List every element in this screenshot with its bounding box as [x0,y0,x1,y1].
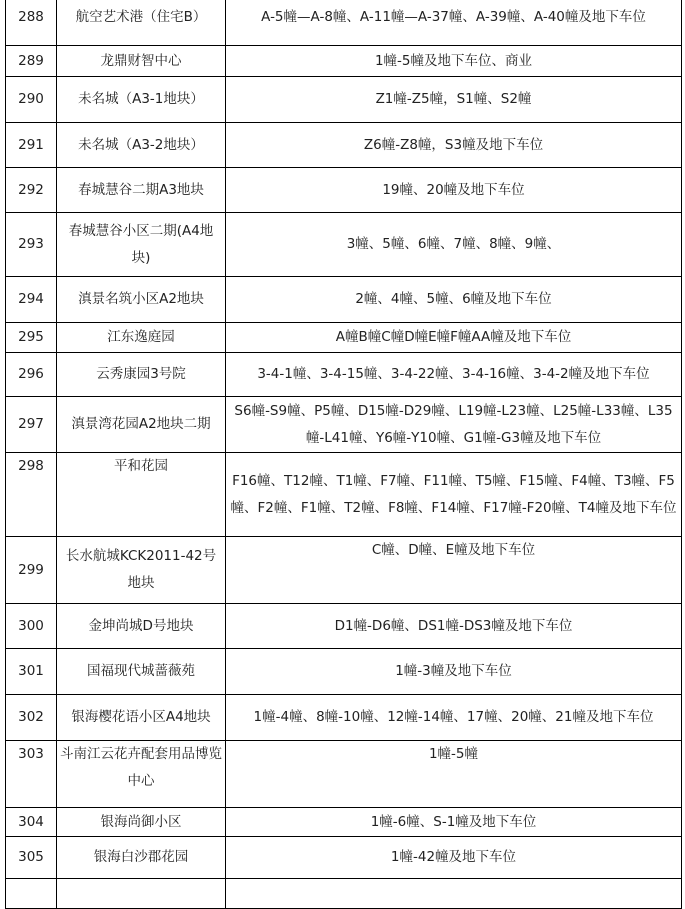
project-name: 滇景名筑小区A2地块 [57,277,226,323]
empty-cell [226,879,682,909]
building-range: C幢、D幢、E幢及地下车位 [226,537,682,604]
project-name: 未名城（A3-1地块） [57,77,226,123]
project-name: 航空艺术港（住宅B） [57,0,226,46]
building-range: 1幢-5幢 [226,741,682,808]
project-name: 未名城（A3-2地块） [57,123,226,168]
table-row [6,77,682,123]
row-number: 292 [6,168,57,213]
building-range: 3-4-1幢、3-4-15幢、3-4-22幢、3-4-16幢、3-4-2幢及地下车位 [226,353,682,397]
building-range: 1幢-4幢、8幢-10幢、12幢-14幢、17幢、20幢、21幢及地下车位 [226,695,682,741]
housing-project-table [5,0,682,909]
building-range: 19幢、20幢及地下车位 [226,168,682,213]
table-row [6,537,682,604]
row-number: 293 [6,213,57,277]
row-number: 296 [6,353,57,397]
empty-cell [6,879,57,909]
table-row [6,649,682,695]
project-name: 春城慧谷二期A3地块 [57,168,226,213]
building-range: A-5幢—A-8幢、A-11幢—A-37幢、A-39幢、A-40幢及地下车位 [226,0,682,46]
row-number: 300 [6,604,57,649]
building-range: Z6幢-Z8幢，S3幢及地下车位 [226,123,682,168]
row-number: 289 [6,46,57,77]
table-row [6,453,682,537]
row-number: 302 [6,695,57,741]
project-name: 云秀康园3号院 [57,353,226,397]
building-range: 1幢-42幢及地下车位 [226,837,682,879]
building-range: D1幢-D6幢、DS1幢-DS3幢及地下车位 [226,604,682,649]
table-row [6,604,682,649]
row-number: 301 [6,649,57,695]
table-row [6,879,682,909]
row-number: 295 [6,323,57,353]
row-number: 290 [6,77,57,123]
project-name: 银海尚御小区 [57,808,226,837]
row-number: 297 [6,397,57,453]
building-range: F16幢、T12幢、T1幢、F7幢、F11幢、T5幢、F15幢、F4幢、T3幢、F5幢、F2幢、F1幢、T2幢、F8幢、F14幢、F17幢-F20幢、T4幢及地下车位 [226,453,682,537]
table-row [6,46,682,77]
project-name: 银海白沙郡花园 [57,837,226,879]
project-name: 斗南江云花卉配套用品博览中心 [57,741,226,808]
project-name: 平和花园 [57,453,226,537]
row-number: 298 [6,453,57,537]
project-name: 长水航城KCK2011-42号地块 [57,537,226,604]
table-row [6,277,682,323]
table-row [6,0,682,46]
row-number: 294 [6,277,57,323]
building-range: 1幢-5幢及地下车位、商业 [226,46,682,77]
empty-cell [57,879,226,909]
table-row [6,837,682,879]
row-number: 291 [6,123,57,168]
building-range: 1幢-6幢、S-1幢及地下车位 [226,808,682,837]
building-range: Z1幢-Z5幢，S1幢、S2幢 [226,77,682,123]
row-number: 305 [6,837,57,879]
table-row [6,808,682,837]
table-row [6,168,682,213]
building-range: A幢B幢C幢D幢E幢F幢AA幢及地下车位 [226,323,682,353]
building-range: 2幢、4幢、5幢、6幢及地下车位 [226,277,682,323]
table-row [6,123,682,168]
table-row [6,695,682,741]
project-name: 金坤尚城D号地块 [57,604,226,649]
project-name: 春城慧谷小区二期(A4地块) [57,213,226,277]
row-number: 303 [6,741,57,808]
building-range: 3幢、5幢、6幢、7幢、8幢、9幢、 [226,213,682,277]
project-name: 江东逸庭园 [57,323,226,353]
row-number: 304 [6,808,57,837]
table-row [6,353,682,397]
table-row [6,397,682,453]
row-number: 299 [6,537,57,604]
table-row [6,741,682,808]
project-name: 滇景湾花园A2地块二期 [57,397,226,453]
table-row [6,323,682,353]
building-range: S6幢-S9幢、P5幢、D15幢-D29幢、L19幢-L23幢、L25幢-L33幢、L35幢-L41幢、Y6幢-Y10幢、G1幢-G3幢及地下车位 [226,397,682,453]
project-name: 银海樱花语小区A4地块 [57,695,226,741]
row-number: 288 [6,0,57,46]
table-row [6,213,682,277]
project-name: 国福现代城蔷薇苑 [57,649,226,695]
project-name: 龙鼎财智中心 [57,46,226,77]
building-range: 1幢-3幢及地下车位 [226,649,682,695]
